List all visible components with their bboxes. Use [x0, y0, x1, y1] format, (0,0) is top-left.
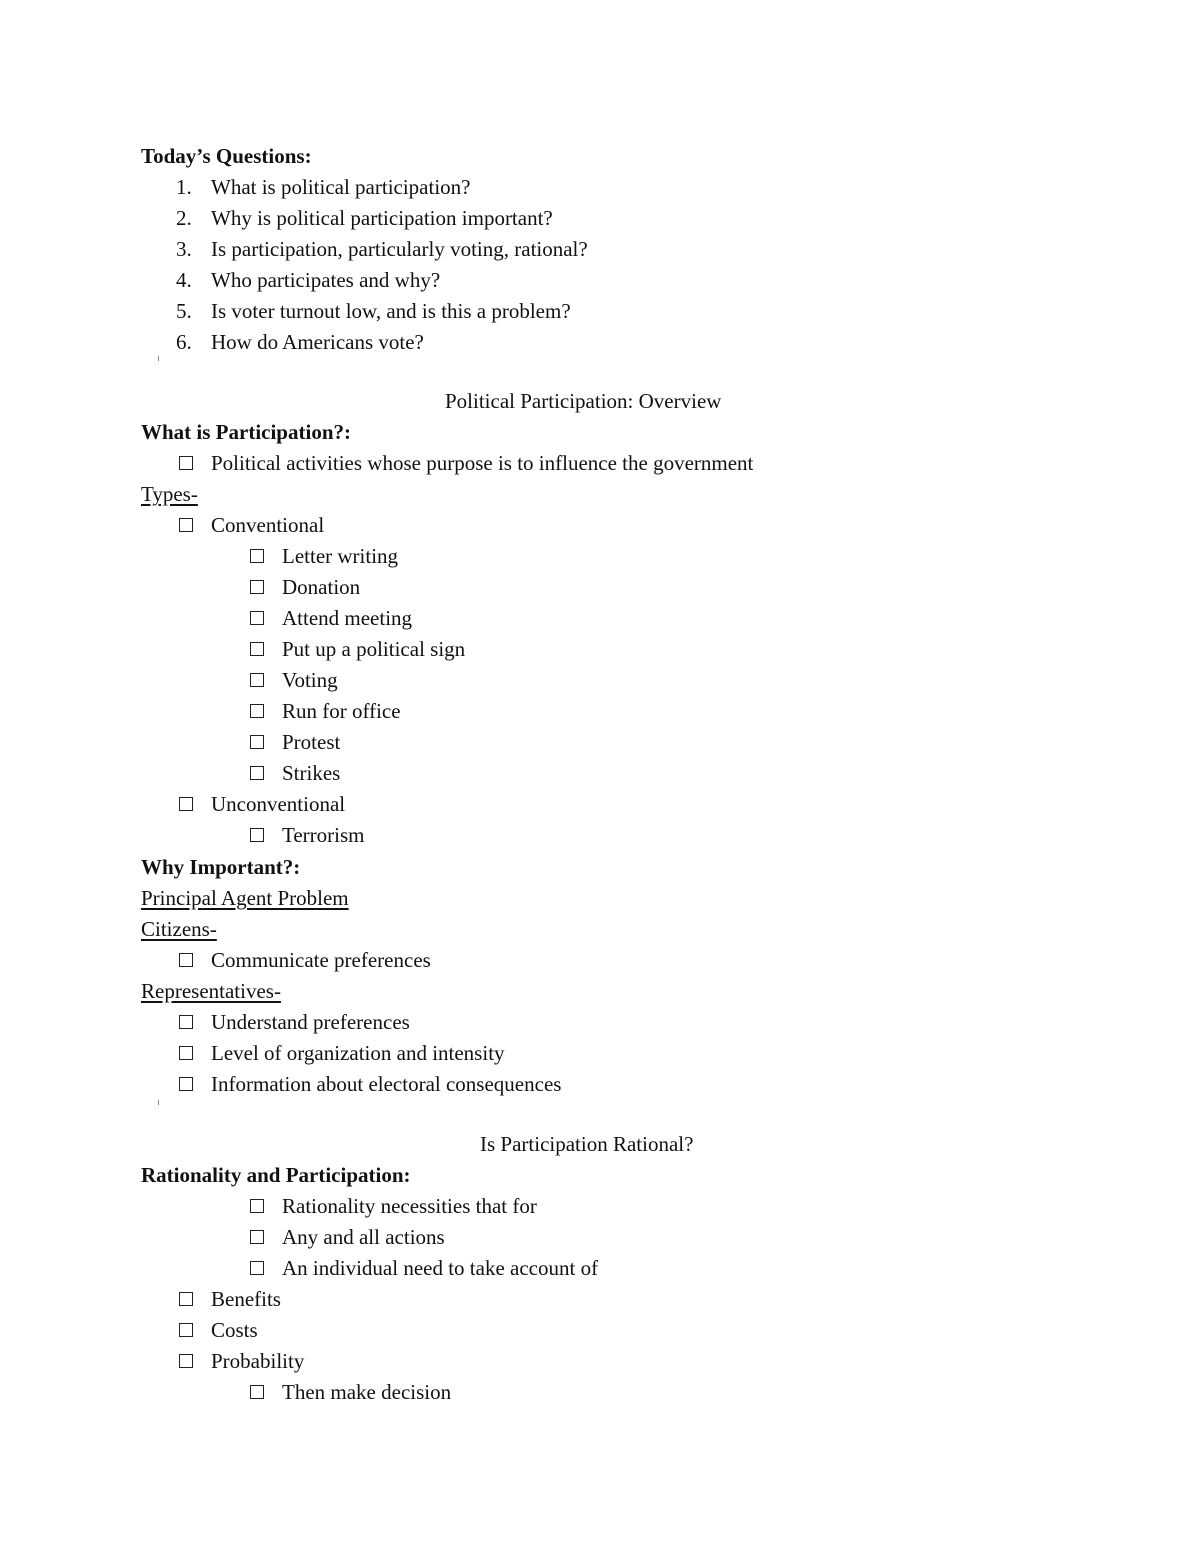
checkbox-icon — [179, 518, 193, 532]
rationality-heading: Rationality and Participation: — [141, 1163, 411, 1187]
bullet-text: Political activities whose purpose is to influence the government — [211, 451, 754, 475]
checkbox-icon — [250, 1261, 264, 1275]
checkbox-icon — [250, 735, 264, 749]
bullet-text: Communicate preferences — [211, 948, 431, 972]
bullet-text: Protest — [282, 730, 341, 754]
bullet-text: Probability — [211, 1349, 305, 1373]
checkbox-icon — [179, 953, 193, 967]
checkbox-icon — [179, 1015, 193, 1029]
bullet-text: Then make decision — [282, 1380, 452, 1404]
checkbox-icon — [250, 1199, 264, 1213]
bullet-text: Benefits — [211, 1287, 281, 1311]
what-is-participation-heading: What is Participation?: — [141, 420, 351, 444]
todays-questions-heading: Today’s Questions: — [141, 144, 312, 168]
bullet-text: Any and all actions — [282, 1225, 445, 1249]
checkbox-icon — [179, 456, 193, 470]
bullet-text-conventional: Conventional — [211, 513, 325, 537]
section-title-overview: Political Participation: Overview — [445, 389, 722, 413]
question-number: 6. — [176, 330, 192, 354]
paragraph-mark — [158, 1100, 159, 1105]
bullet-text: Run for office — [282, 699, 401, 723]
checkbox-icon — [250, 1230, 264, 1244]
bullet-text: Strikes — [282, 761, 341, 785]
bullet-text: Put up a political sign — [282, 637, 466, 661]
bullet-text: Voting — [282, 668, 338, 692]
bullet-text: Costs — [211, 1318, 258, 1342]
checkbox-icon — [250, 828, 264, 842]
checkbox-icon — [250, 549, 264, 563]
checkbox-icon — [250, 1385, 264, 1399]
question-text: Who participates and why? — [211, 268, 441, 292]
checkbox-icon — [179, 1323, 193, 1337]
checkbox-icon — [179, 1046, 193, 1060]
bullet-text: An individual need to take account of — [282, 1256, 599, 1280]
paragraph-mark — [158, 356, 159, 361]
bullet-text: Terrorism — [282, 823, 365, 847]
principal-agent-label: Principal Agent Problem — [141, 886, 349, 910]
checkbox-icon — [250, 642, 264, 656]
bullet-text: Understand preferences — [211, 1010, 410, 1034]
checkbox-icon — [250, 766, 264, 780]
question-number: 2. — [176, 206, 192, 230]
question-number: 1. — [176, 175, 192, 199]
types-label: Types- — [141, 482, 198, 506]
question-text: How do Americans vote? — [211, 330, 424, 354]
checkbox-icon — [179, 1354, 193, 1368]
bullet-text-unconventional: Unconventional — [211, 792, 346, 816]
question-number: 5. — [176, 299, 192, 323]
question-text: Is participation, particularly voting, rational? — [211, 237, 588, 261]
checkbox-icon — [179, 1077, 193, 1091]
checkbox-icon — [179, 1292, 193, 1306]
question-number: 3. — [176, 237, 192, 261]
bullet-text: Information about electoral consequences — [211, 1072, 562, 1096]
bullet-text: Donation — [282, 575, 361, 599]
representatives-label: Representatives- — [141, 979, 281, 1003]
citizens-label: Citizens- — [141, 917, 217, 941]
checkbox-icon — [250, 673, 264, 687]
section-title-rational: Is Participation Rational? — [480, 1132, 694, 1156]
bullet-text: Rationality necessities that for — [282, 1194, 537, 1218]
bullet-text: Level of organization and intensity — [211, 1041, 505, 1065]
question-number: 4. — [176, 268, 192, 292]
question-text: What is political participation? — [211, 175, 471, 199]
bullet-text: Letter writing — [282, 544, 399, 568]
checkbox-icon — [250, 704, 264, 718]
checkbox-icon — [250, 580, 264, 594]
checkbox-icon — [250, 611, 264, 625]
why-important-heading: Why Important?: — [141, 855, 301, 879]
bullet-text: Attend meeting — [282, 606, 413, 630]
question-text: Why is political participation important? — [211, 206, 553, 230]
question-text: Is voter turnout low, and is this a problem? — [211, 299, 571, 323]
checkbox-icon — [179, 797, 193, 811]
